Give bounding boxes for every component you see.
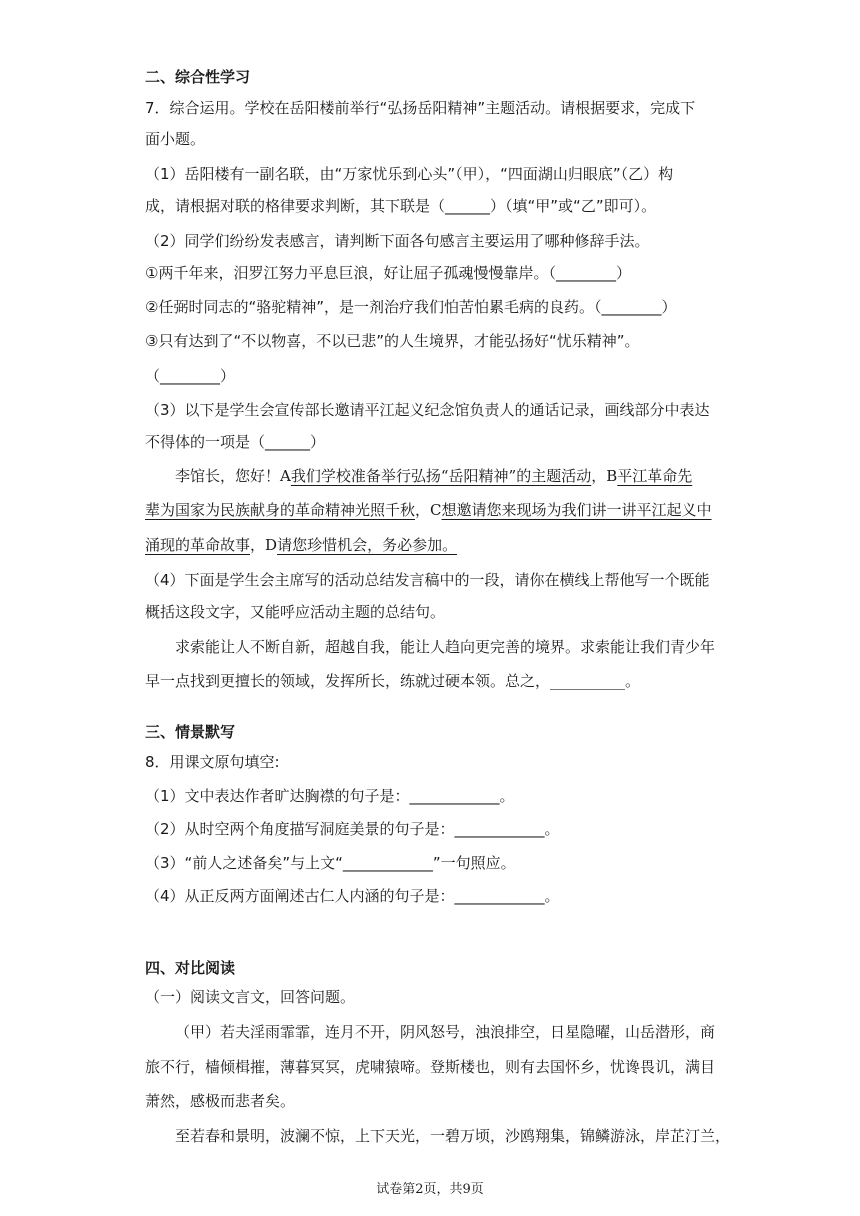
option-d-label: D <box>265 536 278 554</box>
q7-part4-line2: 概括这段文字，又能呼应活动主题的总结句。 <box>145 603 446 621</box>
q8-item3: （3）“前人之述备矣”与上文“____________”一句照应。 <box>145 854 516 872</box>
section-heading-comparative-reading: 四、对比阅读 <box>145 959 236 977</box>
q7-part4-line1: （4）下面是学生会主席写的活动总结发言稿中的一段，请你在横线上帮他写一个既能 <box>145 571 710 589</box>
comma: ， <box>415 501 431 519</box>
passage-a-line1: （甲）若夫淫雨霏霏，连月不开，阴风怒号，浊浪排空，日星隐曜，山岳潜形，商 <box>175 1023 716 1041</box>
option-d-text: 请您珍惜机会，务必参加。 <box>277 536 458 554</box>
q7-part3-line1: （3）以下是学生会宣传部长邀请平江起义纪念馆负责人的通话记录，画线部分中表达 <box>145 401 710 419</box>
question-8: 8．用课文原句填空: <box>145 753 280 771</box>
q7-part3-line2: 不得体的一项是（______） <box>145 433 326 451</box>
section-heading-comprehensive: 二、综合性学习 <box>145 68 251 86</box>
q8-item1: （1）文中表达作者旷达胸襟的句子是：____________。 <box>145 787 515 805</box>
q7-part1-line1: （1）岳阳楼有一副名联，由“万家忧乐到心头”（甲），“四面湖山归眼底”（乙）构 <box>145 165 674 183</box>
option-b-text-part1: 平江革命先 <box>617 467 693 485</box>
q7-part2-item1: ①两千年来，汨罗江努力平息巨浪，好让屈子孤魂慢慢靠岸。（________） <box>145 264 631 282</box>
call-record-line1 <box>175 466 692 486</box>
passage-a-line4: 至若春和景明，波澜不惊，上下天光，一碧万顷，沙鸥翔集，锦鳞游泳，岸芷汀兰， <box>175 1127 731 1145</box>
passage-a-line2: 旅不行，樯倾楫摧，薄暮冥冥，虎啸猿啼。登斯楼也，则有去国怀乡，忧谗畏讥，满目 <box>145 1058 716 1076</box>
q7-part2-intro: （2）同学们纷纷发表感言，请判断下面各句感言主要运用了哪种修辞手法。 <box>145 232 650 250</box>
page-footer: 试卷第2页，共9页 <box>376 1182 484 1197</box>
q7-part2-item2: ②任弼时同志的“骆驼精神”，是一剂治疗我们怕苦怕累毛病的良药。（________） <box>145 298 677 316</box>
call-record-line3 <box>145 535 457 555</box>
q7-part2-item3-blank: （________） <box>145 367 236 385</box>
question-7-line2: 面小题。 <box>145 130 206 148</box>
q7-part2-item3: ③只有达到了“不以物喜，不以已悲”的人生境界，才能弘扬好“忧乐精神”。 <box>145 332 640 350</box>
option-c-text-part2: 涌现的革命故事 <box>145 536 251 554</box>
summary-text-line1: 求索能让人不断自新，超越自我，能让人趋向更完善的境界。求索能让我们青少年 <box>175 638 716 656</box>
q8-item4: （4）从正反两方面阐述古仁人内涵的句子是：____________。 <box>145 887 560 905</box>
comma: ， <box>250 536 266 554</box>
option-c-label: C <box>430 501 442 519</box>
option-b-text-part2: 辈为国家为民族献身的革命精神光照千秋 <box>145 501 416 519</box>
q7-part1-line2: 成，请根据对联的格律要求判断，其下联是（______）（填“甲”或“乙”即可）。 <box>145 197 657 215</box>
q8-item2: （2）从时空两个角度描写洞庭美景的句子是：____________。 <box>145 820 560 838</box>
passage-a-line3: 萧然，感极而悲者矣。 <box>145 1092 296 1110</box>
section-heading-dictation: 三、情景默写 <box>145 723 236 741</box>
reading-instruction: （一）阅读文言文，回答问题。 <box>145 988 356 1006</box>
option-a-text: 我们学校准备举行弘扬“岳阳精神”的主题活动 <box>290 467 592 485</box>
option-c-text-part1: 想邀请您来现场为我们讲一讲平江起义中 <box>441 501 712 519</box>
call-record-line2 <box>145 500 712 520</box>
option-a-label: A <box>280 467 291 485</box>
option-b-label: B <box>606 467 618 485</box>
summary-text-line2: 早一点找到更擅长的领域，发挥所长，练就过硬本领。总之，__________。 <box>145 672 641 690</box>
question-7-line1: 7．综合运用。学校在岳阳楼前举行“弘扬岳阳精神”主题活动。请根据要求，完成下 <box>145 99 696 117</box>
call-greeting: 李馆长，您好！ <box>175 467 281 485</box>
comma: ， <box>591 467 607 485</box>
